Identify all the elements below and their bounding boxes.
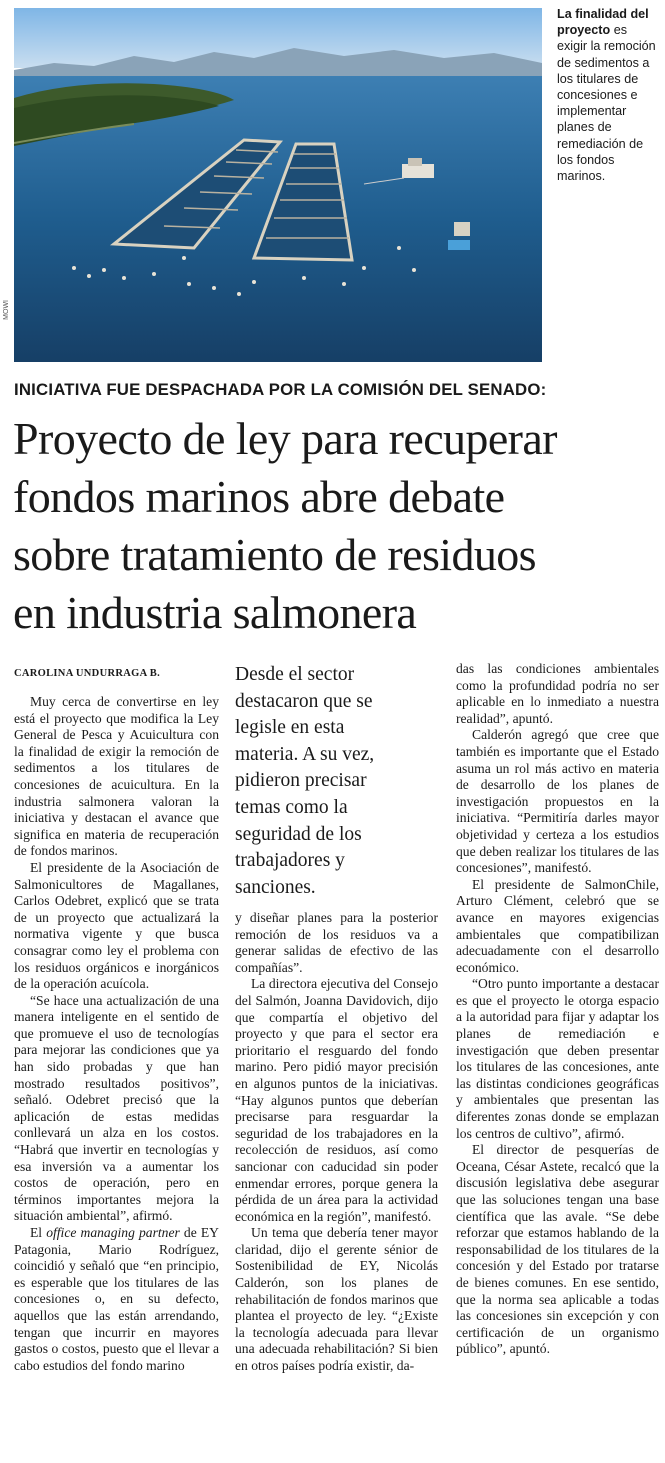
photo-caption: [557, 6, 657, 184]
paragraph: El presidente de SalmonChile, Arturo Clément, celebró que se avance en mayores exigencias ambientales que compatibilizan adecuadamente con el desarrollo económico.: [456, 876, 659, 975]
text-run: de EY Patagonia, Mario Rodríguez, coincidió y señaló que “en principio, es esperable que los titulares de las concesiones o, en su defecto, aquellos que las están arrendando, tengan que incurrir en mayores gastos o costos, puesto que el llevar a cabo estudios del fondo marino: [14, 1225, 219, 1373]
paragraph: y diseñar planes para la posterior remoción de los residuos va a generar salidas de efectivo de las compañías”.: [235, 910, 438, 975]
pull-quote-line: destacaron que se: [235, 690, 373, 712]
paragraph: Calderón agregó que cree que también es importante que el Estado asuma un rol más activo en materia de desarrollo de los planes de investigación propuestos en la iniciativa. “Permitiría darles mayor objetividad y certeza a los estudios que deben realizar los titulares de las concesiones”, manifestó.: [456, 727, 659, 876]
paragraph: Un tema que debería tener mayor claridad, dijo el gerente sénior de Sostenibilidad de EY, Nicolás Calderón, son los planes de rehabilitación de fondos marinos que plantea el proyecto de ley. “¿Existe la tecnología adecuada para llevar una adecuada rehabilitación? Si bien en otros países podría existir, da-: [235, 1225, 438, 1374]
pull-quote-line: legisle en esta: [235, 717, 345, 739]
pull-quote: [235, 662, 440, 901]
pull-quote-line: trabajadores y: [235, 850, 345, 872]
paragraph: “Se hace una actualización de una manera inteligente en el sentido de que promueve el uso de tecnologías para mejorar las condiciones que ya han sido probadas y que han mostrado resultados positivos”, señaló. Odebret precisó que la aplicación de estas medidas conllevará un alza en los costos. “Habrá que invertir en tecnologías y esa inversión va a aumentar los costos de operación, pero en términos importantes mejora la situación ambiental”, afirmó.: [14, 992, 219, 1224]
paragraph: La directora ejecutiva del Consejo del Salmón, Joanna Davidovich, dijo que compartía el objetivo del proyecto y que para el sector era prioritario el resguardo del fondo marino. Pero pidió mayor precisión en algunos puntos de la iniciativas. “Hay algunos puntos que deberían precisarse para resguardar la seguridad de los trabajadores en la recolección de residuos, así como sancionar con caducidad sin poder enmendar errores, porque genera la pérdida de un área para la actividad económica en la región”, manifestó.: [235, 976, 438, 1224]
headline: [13, 410, 658, 642]
pull-quote-line: Desde el sector: [235, 664, 355, 685]
italic-phrase: office managing partner: [46, 1225, 180, 1240]
pull-quote-line: temas como la: [235, 796, 348, 818]
headline-line: fondos marinos abre debate: [13, 471, 505, 522]
byline: CAROLINA UNDURRAGA B.: [14, 668, 161, 679]
kicker: INICIATIVA FUE DESPACHADA POR LA COMISIÓN DEL SENADO:: [14, 380, 547, 399]
headline-line: en industria salmonera: [13, 587, 417, 638]
caption-bold: La finalidad del proyecto: [557, 7, 649, 38]
pull-quote-line: seguridad de los: [235, 823, 362, 845]
pull-quote-line: pidieron precisar: [235, 770, 367, 792]
paragraph: das las condiciones ambientales como la profundidad podría no ser aplicable en lo inmediato a nuestra realidad”, apuntó.: [456, 661, 659, 726]
headline-line: sobre tratamiento de residuos: [13, 529, 536, 580]
paragraph: El presidente de la Asociación de Salmonicultores de Magallanes, Carlos Odebret, explicó que se trata de un proyecto que actualizará la normativa vigente y que busca consagrar como ley el problema con los residuos orgánicos e inorgánicos de la operación acuícola.: [14, 859, 219, 992]
headline-line: Proyecto de ley para recuperar: [13, 413, 557, 464]
salmon-farm-photo: [14, 8, 542, 362]
paragraph: [14, 1225, 219, 1374]
paragraph: Muy cerca de convertirse en ley está el proyecto que modifica la Ley General de Pesca y Acuicultura con la finalidad de exigir la remoción de sedimentos a los titulares de concesiones de acuicultura. En la industria salmonera valoran la iniciativa y destacan el avance que significa en materia de recuperación de fondos marinos.: [14, 694, 219, 859]
pull-quote-line: sanciones.: [235, 876, 316, 898]
text-run: El: [30, 1225, 47, 1240]
article-column-2: [235, 910, 438, 1375]
article-column-3: [456, 661, 659, 1358]
pull-quote-line: materia. A su vez,: [235, 743, 375, 765]
paragraph: “Otro punto importante a destacar es que el proyecto le otorga espacio a la autoridad para fijar y adaptar los planes de remediación e investigación que deben presentar los titulares de las concesiones, ante las distintas condiciones geográficas y ambientales que presentan las diferentes zonas donde se emplazan los centros de cultivo”, afirmó.: [456, 976, 659, 1141]
caption-text: es exigir la remoción de sedimentos a los titulares de concesiones e implementar planes de remediación de los fondos marinos.: [557, 23, 656, 184]
article-column-1: [14, 694, 219, 1374]
paragraph: El director de pesquerías de Oceana, César Astete, recalcó que la discusión legislativa debe asegurar que las soluciones tengan una base científica que las avale. “Se debe reforzar que estamos hablando de la responsabilidad de los titulares de la concesión y del Estado por tratarse de bienes comunes. En ese sentido, que la norma sea aplicable a todas las concesiones sin excepción y con certificación de un organismo público”, apuntó.: [456, 1142, 659, 1357]
photo-credit: MOWI: [3, 300, 10, 320]
